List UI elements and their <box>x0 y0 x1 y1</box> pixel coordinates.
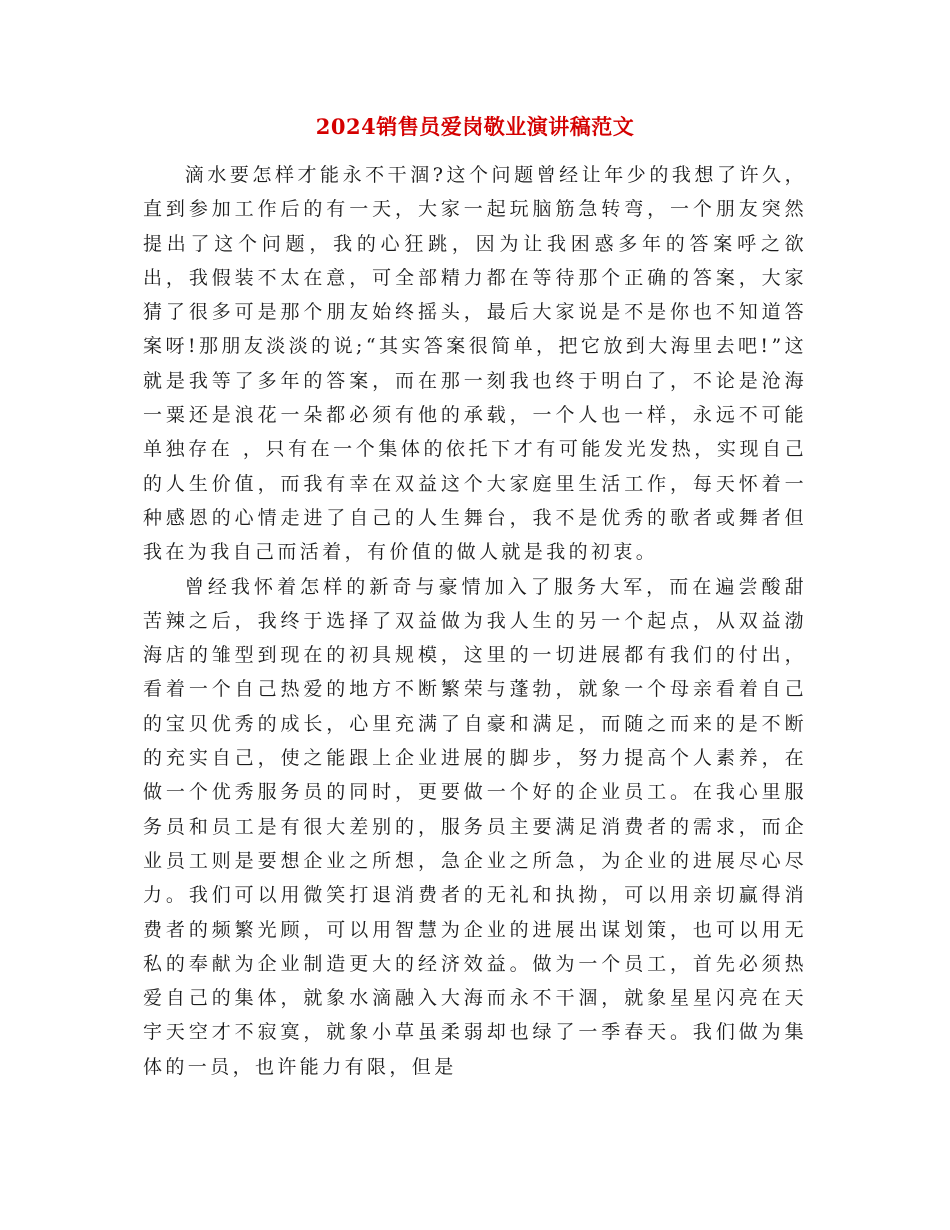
document-title: 2024销售员爱岗敬业演讲稿范文 <box>315 114 635 139</box>
paragraph-1: 滴水要怎样才能永不干涸?这个问题曾经让年少的我想了许久，直到参加工作后的有一天，大家一起玩脑筋急转弯，一个朋友突然提出了这个问题，我的心狂跳，因为让我困惑多年的答案呼之欲出，我假装不太在意，可全部精力都在等待那个正确的答案，大家猜了很多可是那个朋友始终摇头，最后大家说是不是你也不知道答案呀!那朋友淡淡的说;“其实答案很简单，把它放到大海里去吧!”这就是我等了多年的答案，而在那一刻我也终于明白了，不论是沧海一粟还是浪花一朵都必须有他的承载，一个人也一样，永远不可能单独存在 ，只有在一个集体的依托下才有可能发光发热，实现自己的人生价值，而我有幸在双益这个大家庭里生活工作，每天怀着一种感恩的心情走进了自己的人生舞台，我不是优秀的歌者或舞者但我在为我自己而活着，有价值的做人就是我的初衷。 <box>143 164 807 564</box>
document-body <box>143 158 807 1084</box>
paragraph-2: 曾经我怀着怎样的新奇与豪情加入了服务大军，而在遍尝酸甜苦辣之后，我终于选择了双益做为我人生的另一个起点，从双益渤海店的雏型到现在的初具规模，这里的一切进展都有我们的付出，看着一个自己热爱的地方不断繁荣与蓬勃，就象一个母亲看着自己的宝贝优秀的成长，心里充满了自豪和满足，而随之而来的是不断的充实自己，使之能跟上企业进展的脚步，努力提高个人素养，在做一个优秀服务员的同时，更要做一个好的企业员工。在我心里服务员和员工是有很大差别的，服务员主要满足消费者的需求，而企业员工则是要想企业之所想，急企业之所急，为企业的进展尽心尽力。我们可以用微笑打退消费者的无礼和执拗，可以用亲切赢得消费者的频繁光顾，可以用智慧为企业的进展出谋划策，也可以用无私的奉献为企业制造更大的经济效益。做为一个员工，首先必须热爱自己的集体，就象水滴融入大海而永不干涸，就象星星闪亮在天宇天空才不寂寞，就象小草虽柔弱却也绿了一季春天。我们做为集体的一员，也许能力有限，但是 <box>143 575 807 1078</box>
